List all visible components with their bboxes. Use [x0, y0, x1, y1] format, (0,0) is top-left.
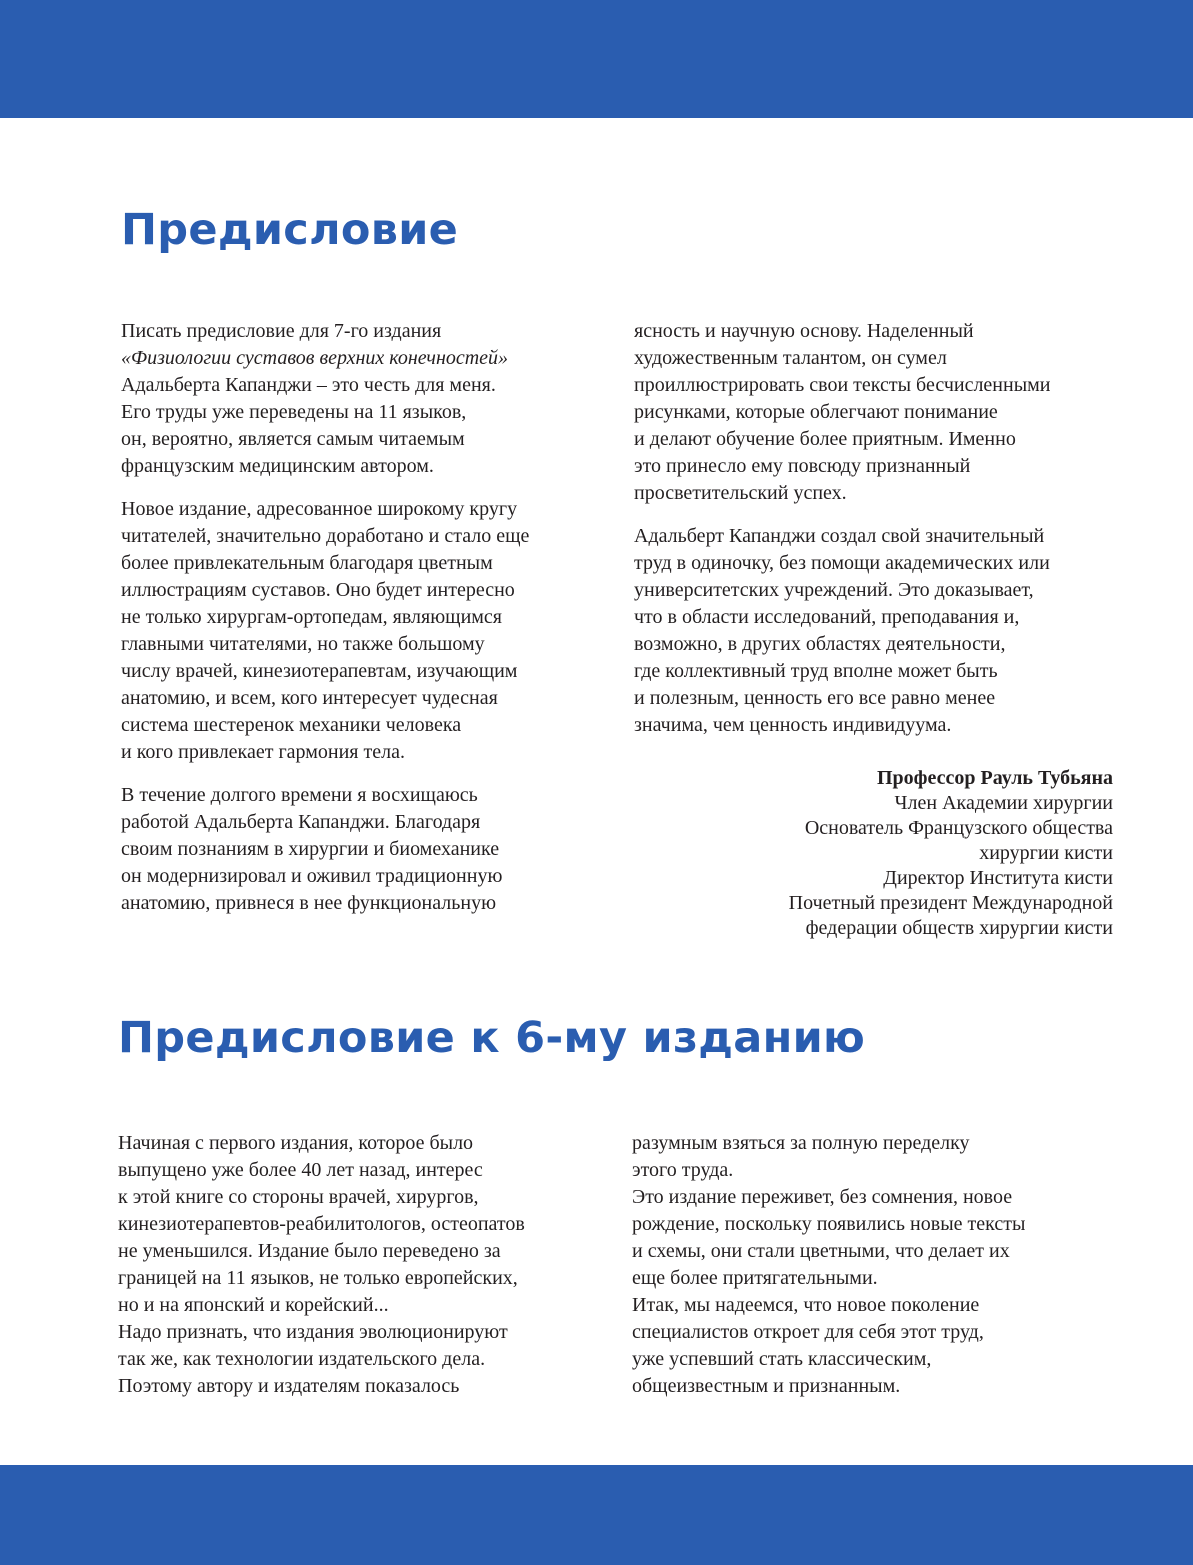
text-line: анатомию, и всем, кого интересует чудесная	[121, 687, 498, 709]
text-line: Писать предисловие для 7-го издания	[121, 320, 442, 342]
signature-line: Директор Института кисти	[883, 867, 1113, 889]
text-line: он, вероятно, является самым читаемым	[121, 428, 465, 450]
text-line: к этой книге со стороны врачей, хирургов,	[118, 1186, 479, 1208]
text-line: специалистов откроет для себя этот труд,	[632, 1321, 984, 1343]
text-line: университетских учреждений. Это доказывает,	[634, 579, 1034, 601]
text-line: числу врачей, кинезиотерапевтам, изучающим	[121, 660, 518, 682]
text-line: так же, как технологии издательского дела.	[118, 1348, 486, 1370]
paragraph	[634, 523, 1124, 739]
section-title-foreword: Предисловие	[121, 205, 459, 255]
text-line: уже успевший стать классическим,	[632, 1348, 932, 1370]
paragraph	[634, 318, 1124, 507]
text-line: проиллюстрировать свои тексты бесчисленными	[634, 374, 1051, 396]
bottom-color-band	[0, 1465, 1193, 1565]
text-line: еще более притягательными.	[632, 1267, 878, 1289]
text-line: система шестеренок механики человека	[121, 714, 462, 736]
top-color-band	[0, 0, 1193, 118]
signature-line: Почетный президент Международной	[788, 892, 1113, 914]
signature-name: Профессор Рауль Тубьяна	[876, 767, 1113, 789]
text-line: просветительский успех.	[634, 482, 847, 504]
text-line: Начиная с первого издания, которое было	[118, 1132, 474, 1154]
text-line: он модернизировал и оживил традиционную	[121, 865, 503, 887]
text-line: границей на 11 языков, не только европейских,	[118, 1267, 518, 1289]
signature-line: хирургии кисти	[979, 842, 1113, 864]
signature-line: федерации обществ хирургии кисти	[805, 917, 1113, 939]
text-line: главными читателями, но также большому	[121, 633, 485, 655]
paragraph	[118, 1130, 608, 1400]
paragraph-gap	[634, 507, 1124, 523]
text-line: выпущено уже более 40 лет назад, интерес	[118, 1159, 483, 1181]
text-line: Это издание переживет, без сомнения, новое	[632, 1186, 1013, 1208]
text-line: художественным талантом, он сумел	[634, 347, 947, 369]
text-line: и схемы, они стали цветными, что делает их	[632, 1240, 1010, 1262]
text-line: и кого привлекает гармония тела.	[121, 741, 405, 763]
text-line: но и на японский и корейский...	[118, 1294, 389, 1316]
text-line: работой Адальберта Капанджи. Благодаря	[121, 811, 481, 833]
text-line: Адальберт Капанджи создал свой значительный	[634, 525, 1045, 547]
paragraph	[121, 318, 601, 480]
text-line: труд в одиночку, без помощи академических или	[634, 552, 1050, 574]
paragraph	[632, 1130, 1122, 1400]
foreword-6th-column-right	[632, 1130, 1122, 1400]
text-line: французским медицинским автором.	[121, 455, 434, 477]
foreword-column-right	[634, 318, 1124, 739]
text-line: Его труды уже переведены на 11 языков,	[121, 401, 467, 423]
text-line: иллюстрациям суставов. Оно будет интересно	[121, 579, 515, 601]
paragraph	[121, 496, 601, 766]
text-line: значима, чем ценность индивидуума.	[634, 714, 952, 736]
foreword-6th-column-left	[118, 1130, 608, 1400]
text-line: Итак, мы надеемся, что новое поколение	[632, 1294, 980, 1316]
paragraph-gap	[121, 766, 601, 782]
text-line: своим познаниям в хирургии и биомеханике	[121, 838, 500, 860]
text-line: этого труда.	[632, 1159, 734, 1181]
text-line: и полезным, ценность его все равно менее	[634, 687, 996, 709]
text-line: не только хирургам-ортопедам, являющимся	[121, 606, 503, 628]
text-line: общеизвестным и признанным.	[632, 1375, 901, 1397]
text-line: «Физиологии суставов верхних конечностей»	[121, 347, 509, 369]
text-line: Надо признать, что издания эволюционируют	[118, 1321, 508, 1343]
paragraph-gap	[121, 480, 601, 496]
text-line: кинезиотерапевтов-реабилитологов, остеопатов	[118, 1213, 525, 1235]
text-line: анатомию, привнеся в нее функциональную	[121, 892, 497, 914]
paragraph	[121, 782, 601, 917]
text-line: не уменьшился. Издание было переведено за	[118, 1240, 501, 1262]
text-line: ясность и научную основу. Наделенный	[634, 320, 974, 342]
text-line: читателей, значительно доработано и стало еще	[121, 525, 530, 547]
text-line: разумным взяться за полную переделку	[632, 1132, 970, 1154]
text-line: рисунками, которые облегчают понимание	[634, 401, 998, 423]
signature-line: Основатель Французского общества	[804, 817, 1113, 839]
section-title-foreword-6th-edition: Предисловие к 6-му изданию	[118, 1013, 866, 1063]
text-line: это принесло ему повсюду признанный	[634, 455, 971, 477]
text-line: что в области исследований, преподавания и,	[634, 606, 1020, 628]
signature-line: Член Академии хирургии	[894, 792, 1113, 814]
text-line: где коллективный труд вполне может быть	[634, 660, 998, 682]
text-line: Новое издание, адресованное широкому кругу	[121, 498, 518, 520]
signature-block	[640, 766, 1113, 941]
foreword-column-left	[121, 318, 601, 917]
text-line: Адальберта Капанджи – это честь для меня.	[121, 374, 496, 396]
text-line: рождение, поскольку появились новые тексты	[632, 1213, 1026, 1235]
text-line: более привлекательным благодаря цветным	[121, 552, 493, 574]
text-line: В течение долгого времени я восхищаюсь	[121, 784, 478, 806]
text-line: возможно, в других областях деятельности,	[634, 633, 1006, 655]
text-line: Поэтому автору и издателям показалось	[118, 1375, 460, 1397]
text-line: и делают обучение более приятным. Именно	[634, 428, 1016, 450]
